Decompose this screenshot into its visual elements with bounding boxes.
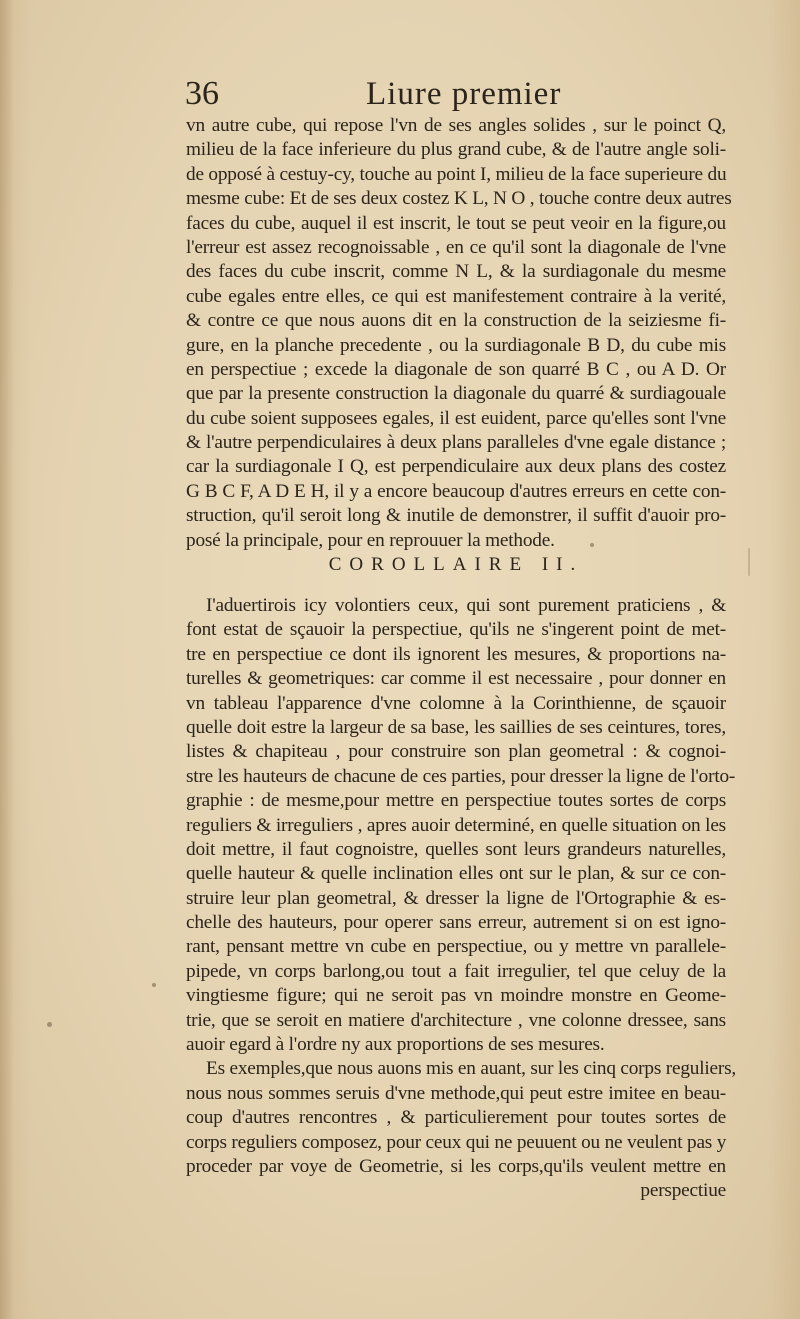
- text-line: que par la presente construction la diagonale du quarré & surdiagouale: [186, 383, 726, 405]
- text-line: coup d'autres rencontres , & particulierement pour toutes sortes de: [186, 1107, 726, 1129]
- text-line: doit mettre, il faut cognoistre, quelles sont leurs grandeurs naturelles,: [186, 838, 726, 860]
- text-line: graphie : de mesme,pour mettre en perspectiue toutes sortes de corps: [186, 790, 726, 812]
- text-line: l'erreur est assez recognoissable , en ce qu'il sont la diagonale de l'vne: [186, 236, 726, 258]
- text-line: corps reguliers composez, pour ceux qui ne peuuent ou ne veulent pas y: [186, 1131, 727, 1153]
- text-line: turelles & geometriques: car comme il est necessaire , pour donner en: [186, 668, 726, 690]
- text-line: trie, que se seroit en matiere d'architecture , vne colonne dressee, sans: [186, 1009, 726, 1031]
- text-line: Es exemples,que nous auons mis en auant, sur les cinq corps reguliers,: [206, 1058, 737, 1080]
- text-line: quelle hauteur & quelle inclination elles ont sur le plan, & sur ce con-: [186, 863, 726, 885]
- text-line: I'aduertirois icy volontiers ceux, qui sont purement praticiens , &: [206, 595, 726, 616]
- text-line: reguliers & irreguliers , apres auoir determiné, en quelle situation on les: [186, 814, 726, 836]
- text-line: en perspectiue ; excede la diagonale de son quarré B C , ou A D. Or: [186, 358, 726, 380]
- text-line: chelle des hauteurs, pour operer sans erreur, autrement si on est igno-: [186, 912, 726, 934]
- text-line: des faces du cube inscrit, comme N L, & la surdiagonale du mesme: [186, 261, 726, 283]
- text-line: G B C F, A D E H, il y a encore beaucoup d'autres erreurs en cette con-: [186, 480, 726, 502]
- text-line: posé la principale, pour en reprouuer la methode.: [186, 529, 555, 551]
- page-fold-shadow: [0, 0, 14, 1319]
- text-line: du cube soient supposees egales, il est euident, parce qu'elles sont l'vne: [186, 407, 726, 429]
- text-line: auoir egard à l'ordre ny aux proportions de ses mesures.: [186, 1034, 605, 1056]
- ink-speck: [152, 983, 156, 987]
- page-number: 36: [185, 75, 219, 112]
- text-line: listes & chapiteau , pour construire son plan geometral : & cognoi-: [186, 741, 726, 763]
- text-line: vingtiesme figure; qui ne seroit pas vn moindre monstre en Geome-: [186, 985, 726, 1007]
- text-line: font estat de sçauoir la perspectiue, qu'ils ne s'ingerent point de met-: [186, 619, 726, 641]
- page-header: [183, 70, 783, 114]
- ink-speck: [748, 548, 750, 576]
- text-line: quelle doit estre la largeur de sa base, les saillies de ses ceintures, tores,: [186, 716, 726, 738]
- text-line: faces du cube, auquel il est inscrit, le tout se peut veoir en la figure,ou: [186, 212, 726, 234]
- text-line: stre les hauteurs de chacune de ces parties, pour dresser la ligne de l'orto-: [186, 765, 736, 787]
- text-line: & l'autre perpendiculaires à deux plans paralleles d'vne egale distance ;: [186, 432, 726, 454]
- text-line: pipede, vn corps barlong,ou tout a fait irregulier, tel que celuy de la: [186, 960, 726, 982]
- text-line: struction, qu'il seroit long & inutile de demonstrer, il suffit d'auoir pro-: [186, 505, 726, 527]
- paragraph-1: [186, 114, 732, 553]
- text-line: struire leur plan geometral, & dresser la ligne de l'Ortographie & es-: [186, 887, 726, 909]
- text-line: vn tableau l'apparence d'vne colomne à la Corinthienne, de sçauoir: [186, 692, 726, 714]
- text-line: gure, en la planche precedente , ou la surdiagonale B D, du cube mis: [186, 334, 726, 356]
- text-line: mesme cube: Et de ses deux costez K L, N O , touche contre deux autres: [186, 188, 732, 210]
- text-line: de opposé à cestuy-cy, touche au point I, milieu de la face superieure du: [186, 163, 727, 185]
- running-head: Liure premier: [366, 76, 562, 112]
- text-line: tre en perspectiue ce dont ils ignorent les mesures, & proportions na-: [186, 643, 726, 665]
- text-line: & contre ce que nous auons dit en la construction de la seiziesme fi-: [186, 310, 726, 332]
- paragraph-2: [186, 594, 737, 1204]
- text-line: car la surdiagonale I Q, est perpendiculaire aux deux plans des costez: [186, 456, 726, 478]
- text-line: cube egales entre elles, ce qui est manifestement contraire à la verité,: [186, 285, 726, 307]
- text-line: milieu de la face inferieure du plus grand cube, & de l'autre angle soli-: [186, 139, 726, 161]
- text-line: nous nous sommes seruis d'vne methode,qui peut estre imitee en beau-: [186, 1082, 726, 1104]
- text-line: vn autre cube, qui repose l'vn de ses angles solides , sur le poinct Q,: [186, 115, 726, 136]
- catchword: perspectiue: [640, 1180, 726, 1202]
- text-line: rant, pensant mettre vn cube en perspectiue, ou y mettre vn parallele-: [186, 936, 726, 958]
- ink-speck: [47, 1022, 52, 1027]
- section-heading: COROLLAIRE II.: [328, 554, 584, 575]
- text-line: proceder par voye de Geometrie, si les corps,qu'ils veulent mettre en: [186, 1155, 726, 1177]
